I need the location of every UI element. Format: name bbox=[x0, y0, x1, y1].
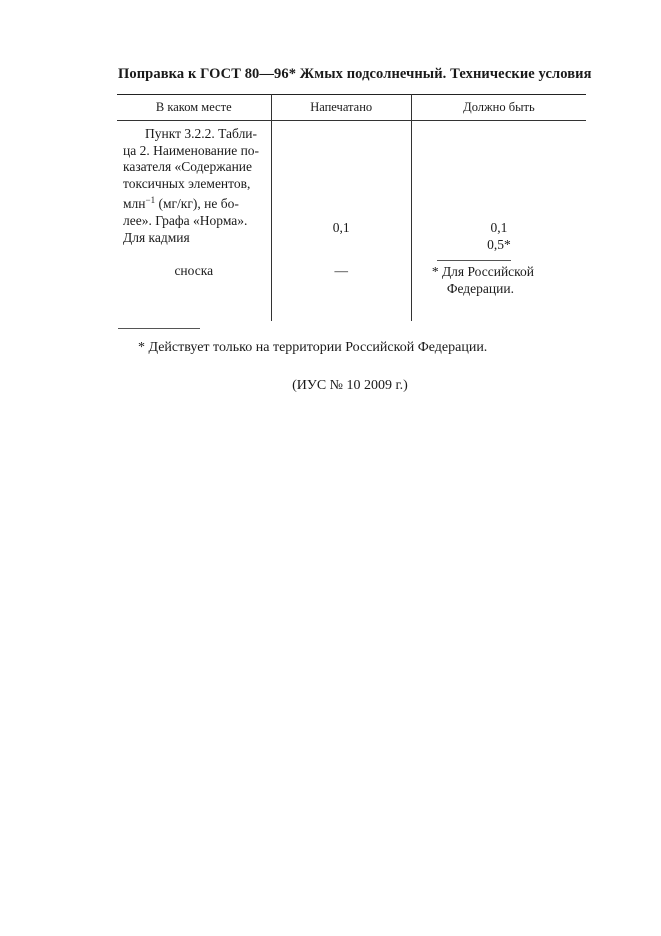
cell-place bbox=[117, 121, 271, 262]
place-line: Пункт 3.2.2. Табли- bbox=[145, 126, 258, 141]
amendment-table bbox=[117, 94, 586, 321]
footnote-rule bbox=[118, 328, 200, 329]
table-row bbox=[117, 121, 586, 262]
should-be-value: 0,1 bbox=[490, 220, 508, 235]
unit-text: млн bbox=[123, 196, 146, 212]
should-be-value: 0,5* bbox=[487, 236, 511, 252]
header-printed: Напечатано bbox=[271, 95, 411, 121]
table-header-row bbox=[117, 95, 586, 121]
cell-should-be bbox=[411, 121, 586, 262]
header-should-be: Должно быть bbox=[411, 95, 586, 121]
place-line: токсичных элементов, bbox=[123, 175, 251, 191]
place-line: казателя «Содержание bbox=[123, 159, 253, 175]
unit-superscript: −1 bbox=[145, 195, 156, 206]
place-line: лее». Графа «Норма». bbox=[123, 212, 248, 228]
should-be-footnote: * Для Российской bbox=[431, 264, 535, 279]
source-reference: (ИУС № 10 2009 г.) bbox=[292, 378, 408, 393]
cell-place: сноска bbox=[174, 263, 214, 278]
cell-printed: 0,1 bbox=[271, 121, 411, 262]
table-row bbox=[117, 261, 586, 321]
place-line: ца 2. Наименование по- bbox=[123, 142, 260, 158]
header-place: В каком месте bbox=[117, 95, 271, 121]
footnote-text: * Действует только на территории Российской Федерации. bbox=[138, 340, 488, 355]
should-be-footnote: Федерации. bbox=[446, 281, 514, 296]
document-title: Поправка к ГОСТ 80—96* Жмых подсолнечный. Технические условия bbox=[118, 66, 592, 82]
unit-rest: (мг/кг), не бо- bbox=[155, 196, 239, 212]
cell-should-be bbox=[411, 261, 586, 321]
place-line: Для кадмия bbox=[123, 229, 190, 245]
place-line bbox=[123, 192, 265, 213]
cell-printed: — bbox=[271, 261, 411, 321]
